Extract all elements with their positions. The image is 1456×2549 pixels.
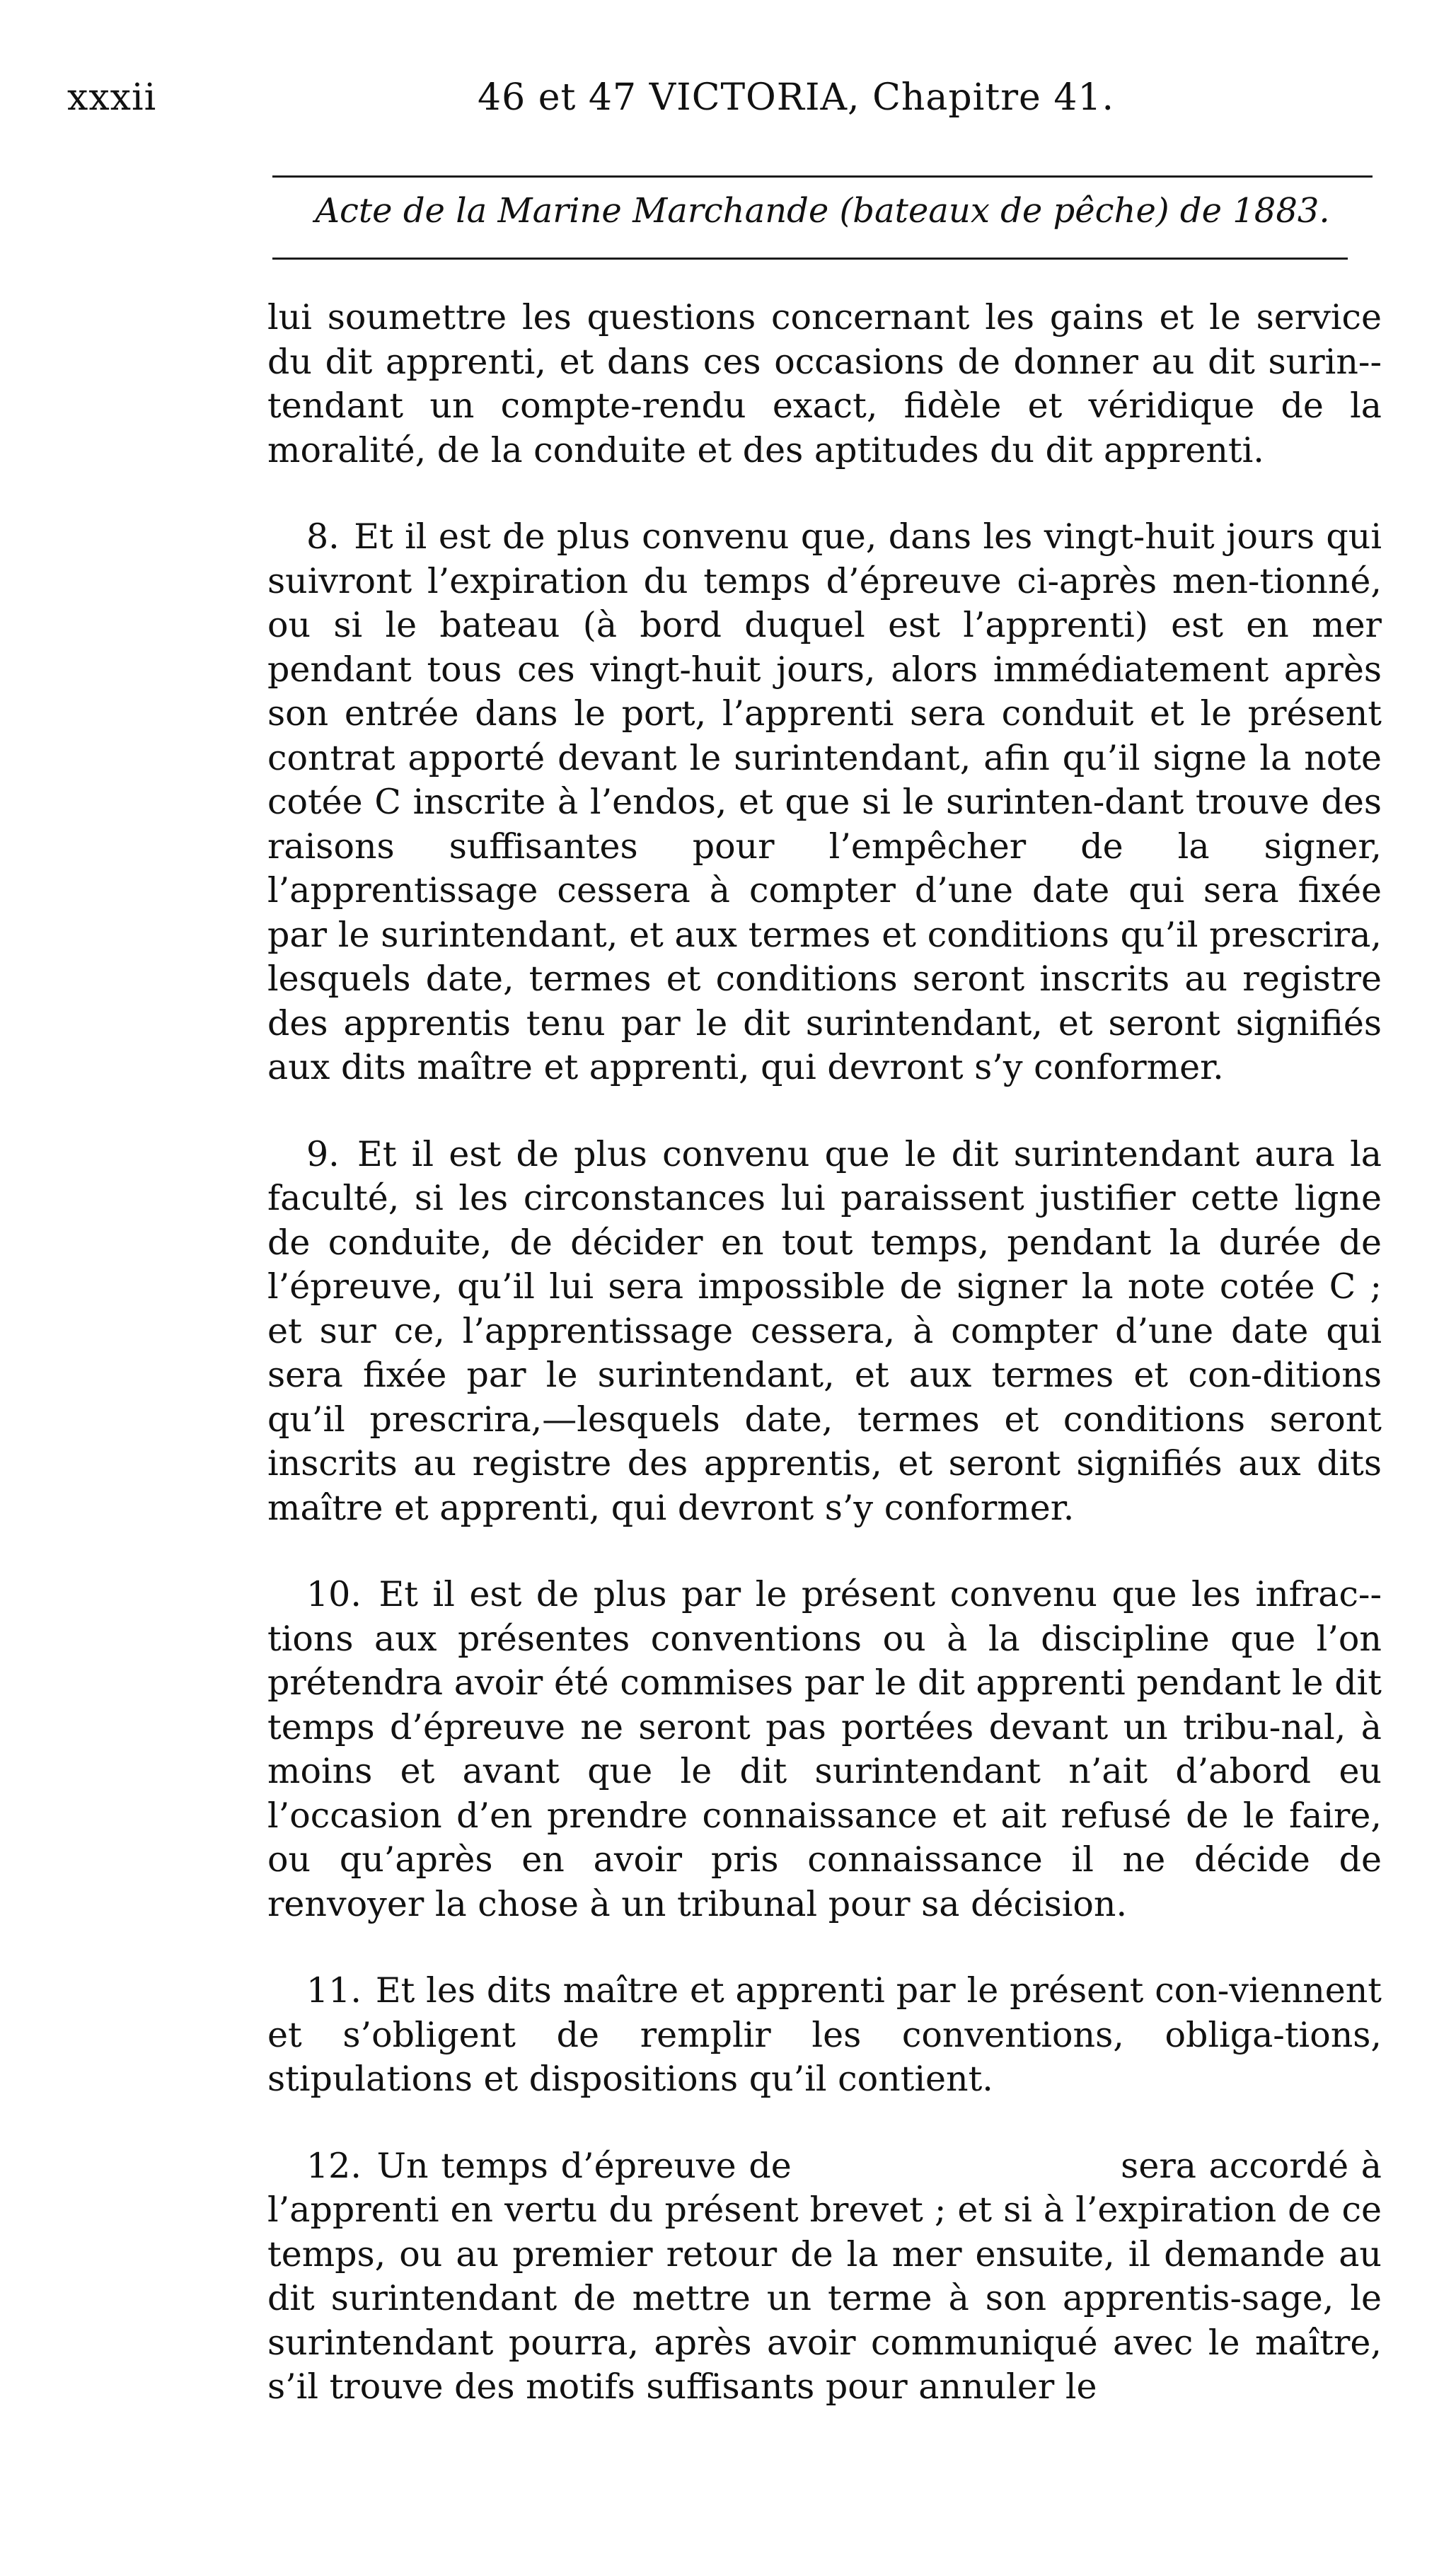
paragraph-11 bbox=[267, 1969, 1382, 2102]
paragraph-text: lui soumettre les questions concernant les gains et le service du dit apprenti, et dans ces occasions de donner au dit surin-tendant un compte-rendu exact, fidèle et véridique de la moralité, de la conduite et des aptitudes du dit apprenti. bbox=[267, 297, 1382, 470]
paragraph-continued bbox=[267, 296, 1382, 473]
paragraph-9 bbox=[267, 1133, 1382, 1531]
paragraph-12 bbox=[267, 2144, 1382, 2410]
page-header bbox=[67, 76, 1397, 126]
paragraph-text: Et il est de plus convenu que le dit surintendant aura la faculté, si les circonstances lui paraissent justifier cette ligne de conduite, de décider en tout temps, pendant la durée de l’épreuve, qu’il lui sera impossible de signer la note cotée C ; et sur ce, l’apprentissage cessera, à compter d’une date qui sera fixée par le surintendant, et aux termes et con-ditions qu’il prescrira,—lesquels date, termes et conditions seront inscrits au registre des apprentis, et seront signifiés aux dits maître et apprenti, qui devront s’y conformer. bbox=[267, 1133, 1382, 1528]
header-rule-bottom bbox=[272, 258, 1348, 260]
paragraph-text-after-blank: sera accordé à l’apprenti en vertu du présent brevet ; et si à l’expiration de ce temps, ou au premier retour de la mer ensuite, il demande au dit surintendant de mettre un terme à son apprentis-sage, le surintendant pourra, après avoir communiqué avec le maître, s’il trouve des motifs suffisants pour annuler le bbox=[267, 2145, 1382, 2407]
paragraph-10 bbox=[267, 1573, 1382, 1926]
paragraph-text: Et il est de plus convenu que, dans les vingt-huit jours qui suivront l’expiration du temps d’épreuve ci-après men-tionné, ou si le bateau (à bord duquel est l’apprenti) est en mer pendant tous ces vingt-huit jours, alors immédiatement après son entrée dans le port, l’apprenti sera conduit et le présent contrat apporté devant le surintendant, afin qu’il signe la note cotée C inscrite à l’endos, et que si le surinten-dant trouve des raisons suffisantes pour l’empêcher de la signer, l’apprentissage cessera à compter d’une date qui sera fixée par le surintendant, et aux termes et conditions qu’il prescrira, lesquels date, termes et conditions seront inscrits au registre des apprentis tenu par le dit surintendant, et seront signifiés aux dits maître et apprenti, qui devront s’y conformer. bbox=[267, 516, 1382, 1087]
paragraph-text-before-blank: Un temps d’épreuve de bbox=[376, 2145, 792, 2186]
paragraph-number: 8. bbox=[306, 516, 340, 557]
header-rule-top bbox=[272, 175, 1373, 178]
paragraph-number: 10. bbox=[306, 1574, 362, 1614]
paragraph-number: 11. bbox=[306, 1970, 362, 2011]
paragraph-text: Et les dits maître et apprenti par le présent con-viennent et s’obligent de remplir les conventions, obliga-tions, stipulations et dispositions qu’il contient. bbox=[267, 1970, 1382, 2099]
act-title: Acte de la Marine Marchande (bateaux de pêche) de 1883. bbox=[315, 191, 1330, 231]
paragraph-number: 12. bbox=[306, 2145, 362, 2186]
paragraph-number: 9. bbox=[306, 1133, 340, 1174]
paragraph-8 bbox=[267, 515, 1382, 1090]
body-text bbox=[267, 296, 1382, 2410]
paragraph-text: Et il est de plus par le présent convenu que les infrac-tions aux présentes conventions ou à la discipline que l’on prétendra avoir été commises par le dit apprenti pendant le dit temps d’épreuve ne seront pas portées devant un tribu-nal, à moins et avant que le dit surintendant n’ait d’abord eu l’occasion d’en prendre connaissance et ait refusé de le faire, ou qu’après en avoir pris connaissance il ne décide de renvoyer la chose à un tribunal pour sa décision. bbox=[267, 1574, 1382, 1924]
running-title: 46 et 47 VICTORIA, Chapitre 41. bbox=[478, 76, 1115, 119]
page-number: xxxii bbox=[67, 76, 157, 119]
